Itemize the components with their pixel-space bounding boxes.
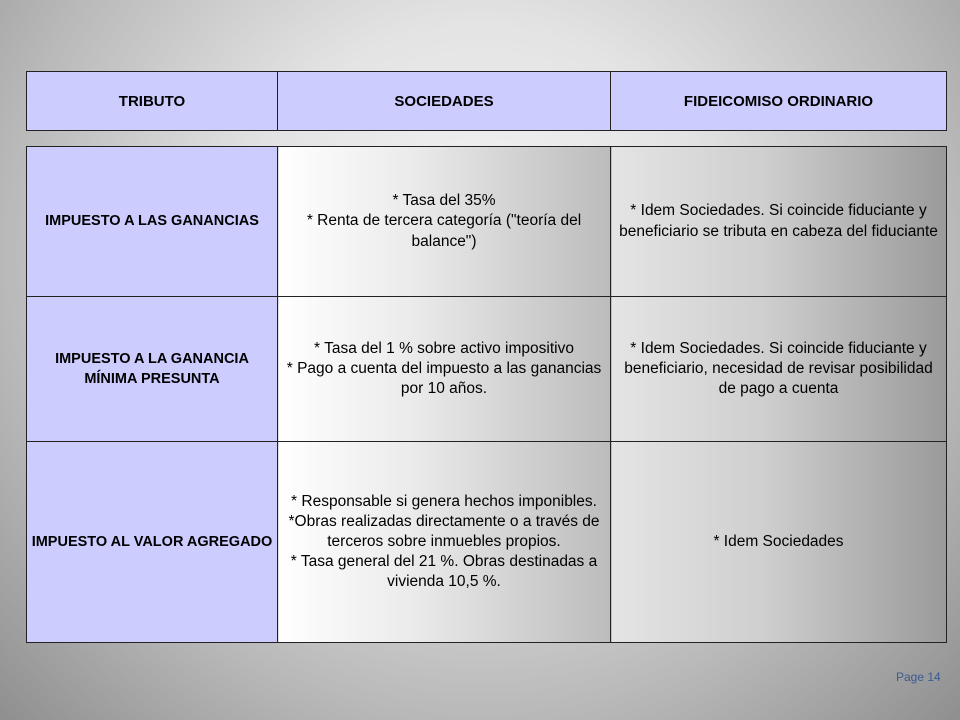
sociedades-cell	[278, 147, 611, 297]
fideicomiso-cell	[611, 297, 947, 442]
tributo-cell: IMPUESTO A LA GANANCIA MÍNIMA PRESUNTA	[27, 297, 278, 442]
cell-line: * Renta de tercera categoría ("teoría del balance")	[306, 212, 582, 250]
sociedades-cell	[278, 297, 611, 442]
page-number: Page 14	[896, 670, 941, 684]
tributo-cell: IMPUESTO AL VALOR AGREGADO	[27, 442, 278, 643]
cell-line: * Idem Sociedades	[713, 532, 844, 550]
cell-line: *Obras realizadas directamente o a través de terceros sobre inmuebles propios.	[288, 512, 600, 550]
cell-line: * Idem Sociedades. Si coincide fiduciante y beneficiario se tributa en cabeza del fiduciante	[619, 202, 938, 240]
table-row-ganancias	[27, 147, 947, 297]
header-sociedades: SOCIEDADES	[278, 72, 611, 131]
table-row-ganancia-minima	[27, 297, 947, 442]
sociedades-cell	[278, 442, 611, 643]
header-row	[27, 72, 947, 131]
tributo-cell: IMPUESTO A LAS GANANCIAS	[27, 147, 278, 297]
header-fideicomiso: FIDEICOMISO ORDINARIO	[611, 72, 947, 131]
cell-line: * Tasa del 1 % sobre activo impositivo	[314, 339, 574, 357]
table-row-iva	[27, 442, 947, 643]
header-tributo: TRIBUTO	[27, 72, 278, 131]
cell-line: * Pago a cuenta del impuesto a las ganancias por 10 años.	[286, 359, 602, 398]
header-table	[26, 71, 947, 131]
cell-line: * Idem Sociedades. Si coincide fiduciante y beneficiario, necesidad de revisar posibilidad de pago a cuenta	[624, 339, 933, 398]
cell-line: * Tasa general del 21 %. Obras destinadas a vivienda 10,5 %.	[290, 553, 598, 591]
tax-comparison-table	[26, 146, 947, 643]
cell-line: * Responsable si genera hechos imponibles.	[291, 492, 597, 510]
fideicomiso-cell	[611, 147, 947, 297]
fideicomiso-cell	[611, 442, 947, 643]
cell-line: * Tasa del 35%	[392, 192, 496, 210]
